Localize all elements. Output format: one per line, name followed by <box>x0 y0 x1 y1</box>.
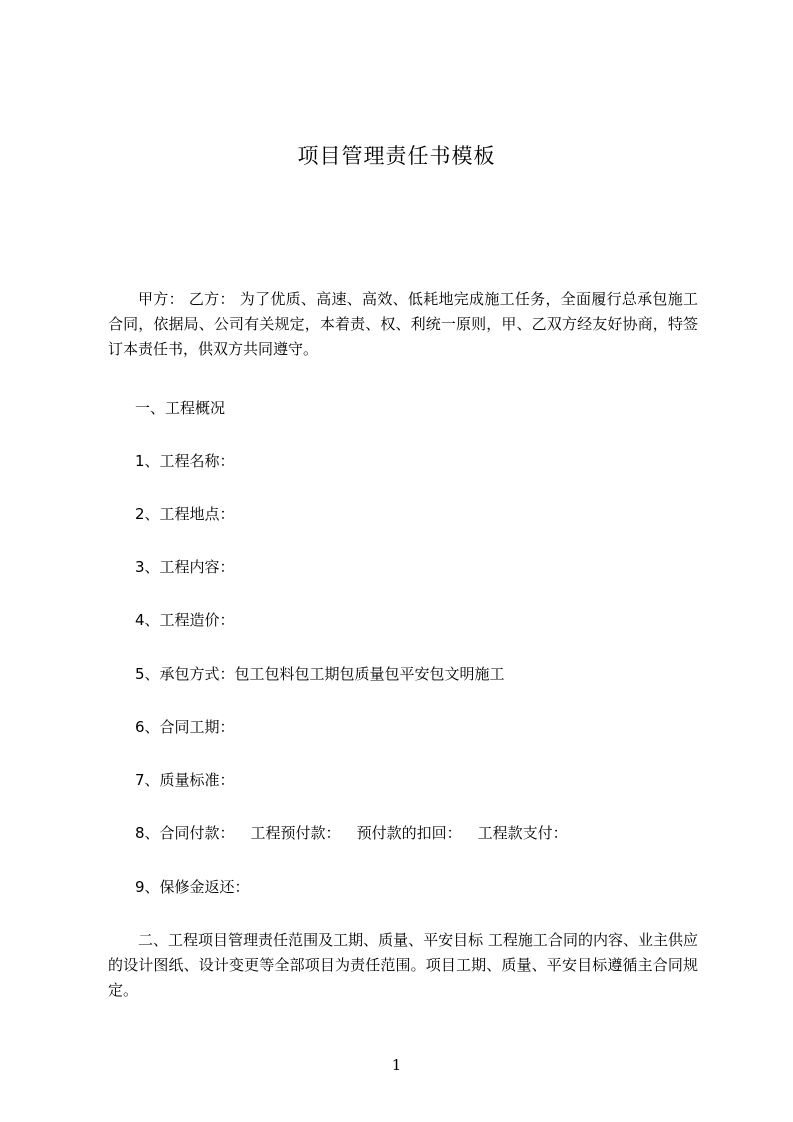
intro-paragraph: 甲方： 乙方： 为了优质、高速、高效、低耗地完成施工任务，全面履行总承包施工合同，依据局、公司有关规定，本着责、权、利统一原则，甲、乙双方经友好协商，特签订本责任书，供双方共同遵守。 <box>108 290 698 358</box>
item-contract-method: 5、承包方式：包工包料包工期包质量包平安包文明施工 <box>135 665 505 683</box>
item-project-name: 1、工程名称： <box>135 452 235 470</box>
document-title: 项目管理责任书模板 <box>297 144 496 168</box>
item-contract-payment <box>135 821 568 846</box>
item-project-cost: 4、工程造价： <box>135 611 235 629</box>
item-project-content: 3、工程内容： <box>135 558 235 576</box>
payment-label: 8、合同付款： <box>135 824 235 842</box>
item-project-location: 2、工程地点： <box>135 505 235 523</box>
page-number: 1 <box>391 1056 402 1074</box>
item-contract-period: 6、合同工期： <box>135 718 235 736</box>
advance-payment-label: 工程预付款： <box>250 824 341 842</box>
section-2-paragraph: 二、工程项目管理责任范围及工期、质量、平安目标 工程施工合同的内容、业主供应的设计图纸、设计变更等全部项目为责任范围。项目工期、质量、平安目标遵循主合同规定。 <box>108 931 698 999</box>
advance-deduction-label: 预付款的扣回： <box>356 824 462 842</box>
item-warranty-return: 9、保修金返还： <box>135 878 250 896</box>
item-quality-standard: 7、质量标准： <box>135 771 235 789</box>
progress-payment-label: 工程款支付： <box>477 824 568 842</box>
section-heading-project-overview: 一、工程概况 <box>135 399 226 417</box>
